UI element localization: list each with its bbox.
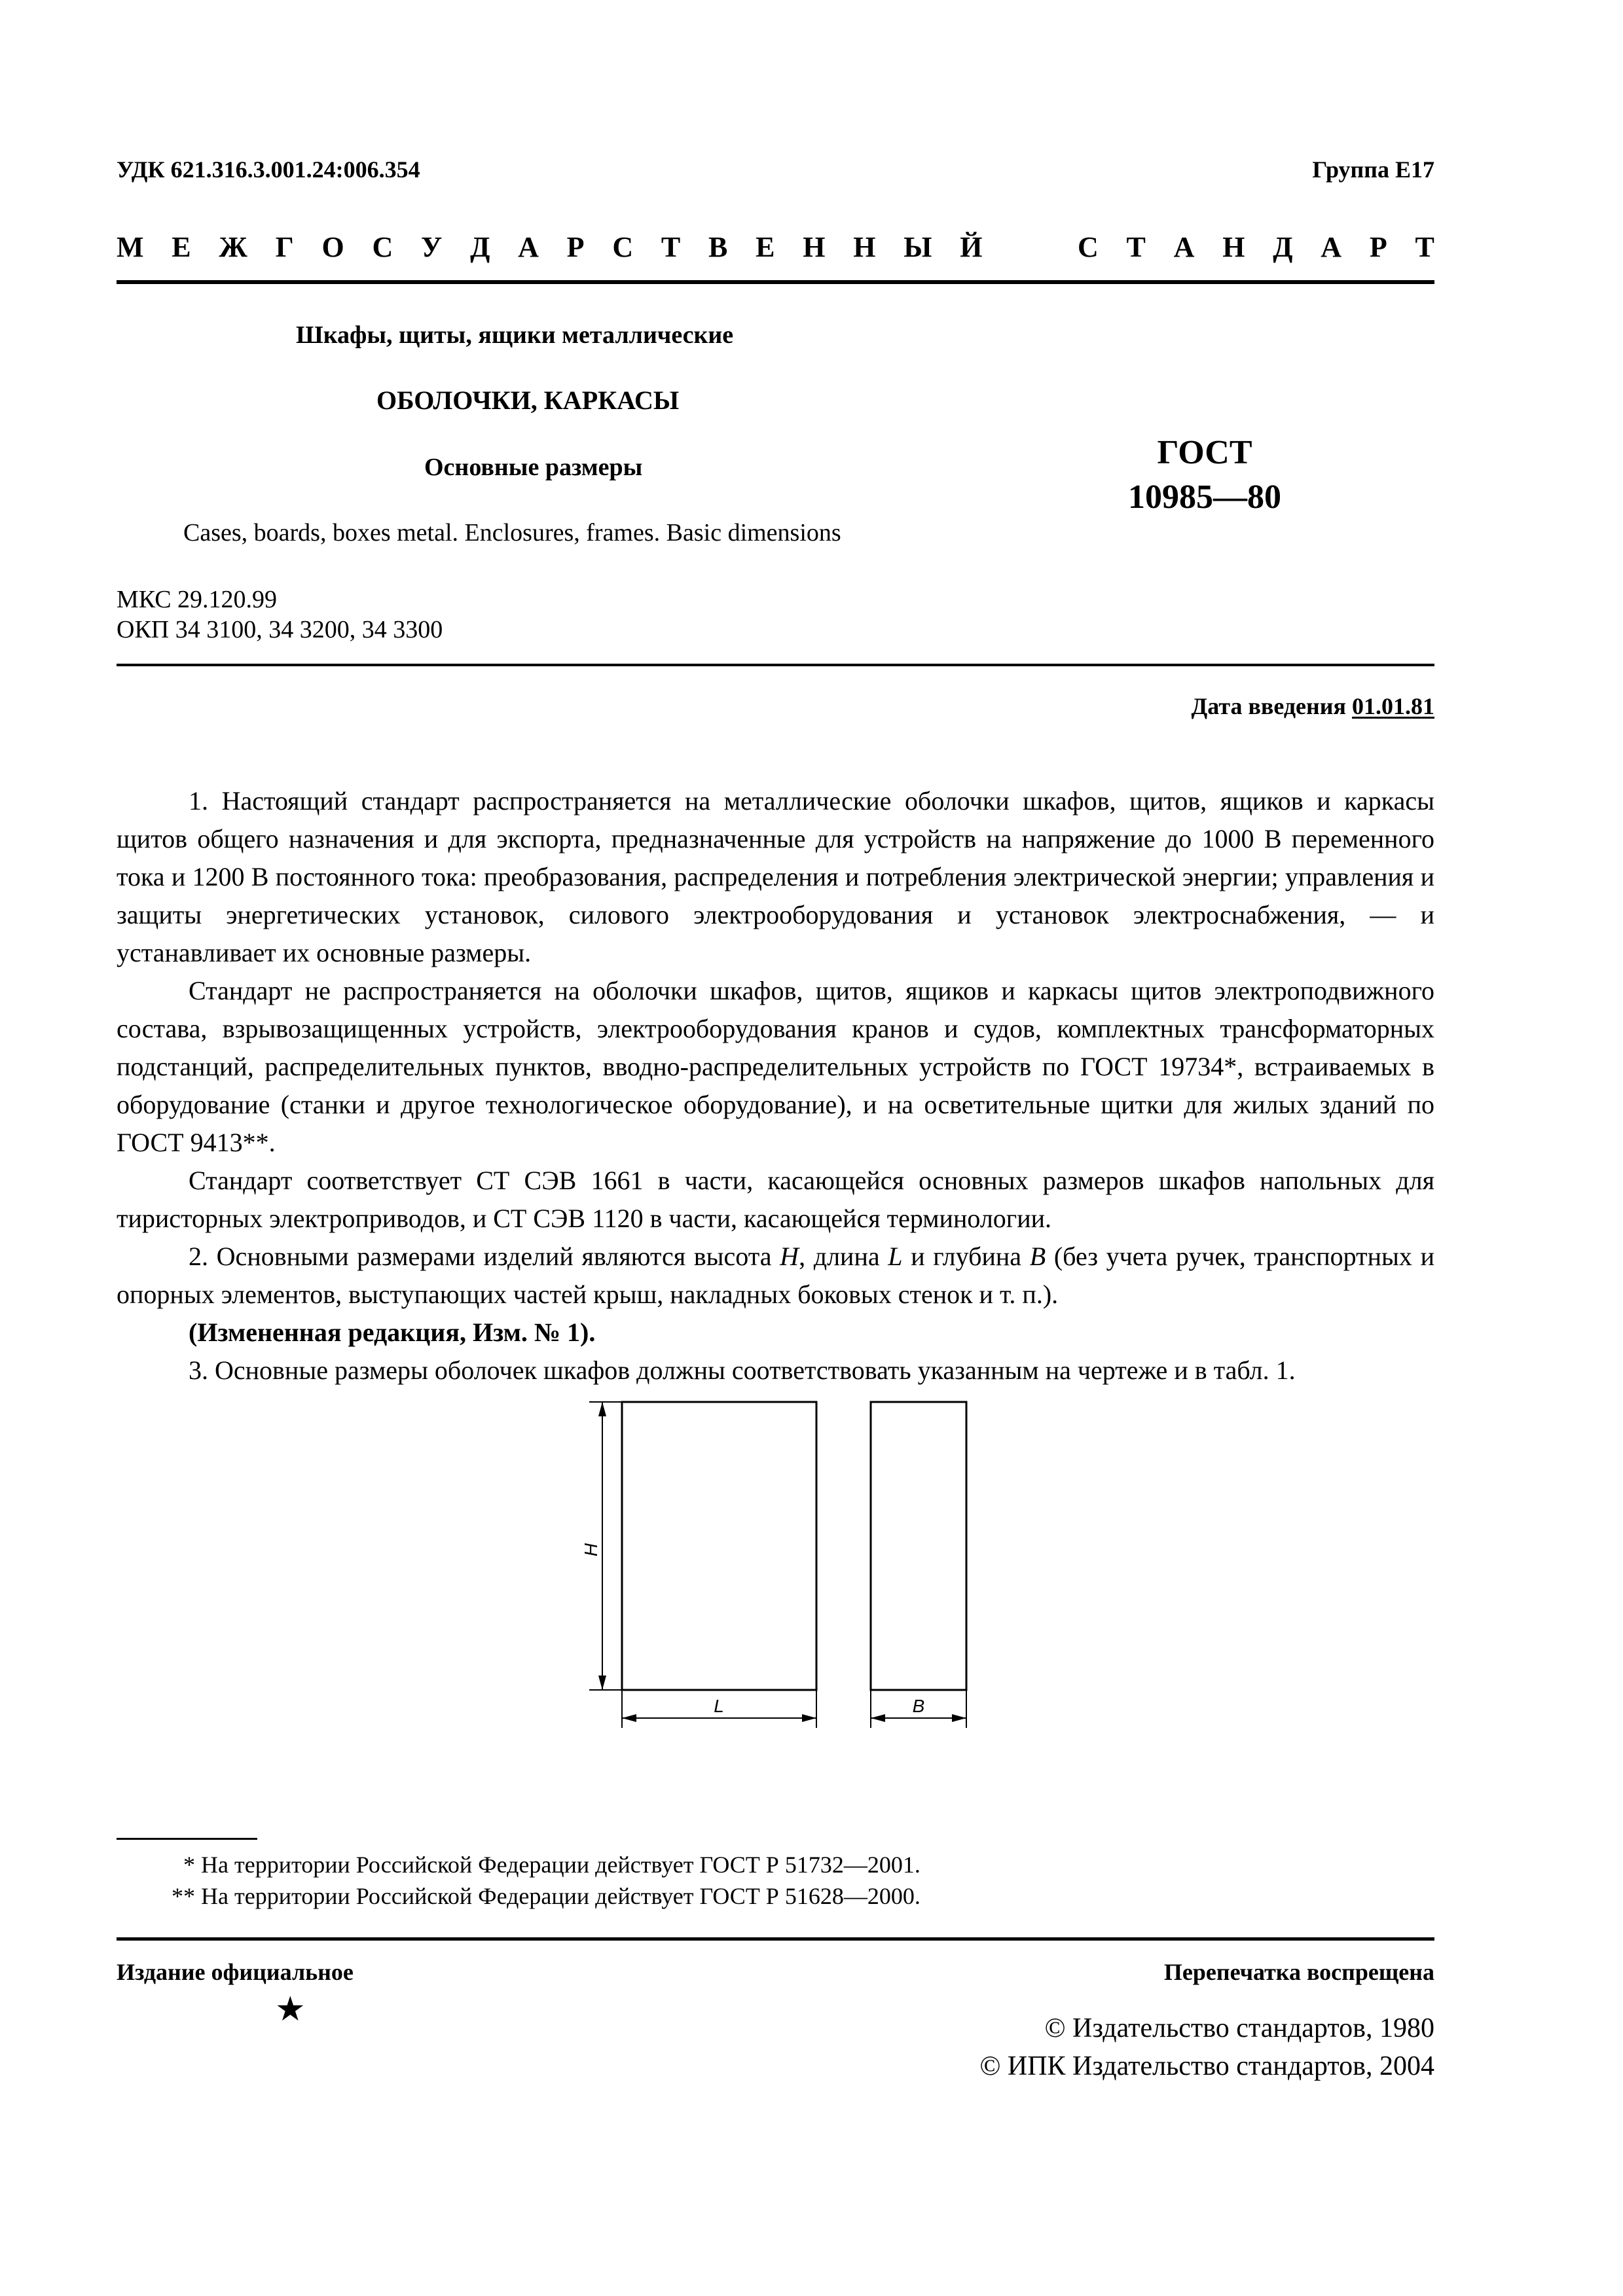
p4-text-b: , длина [799, 1242, 888, 1271]
b-arrow-right [952, 1714, 966, 1722]
heading-letter: Ы [903, 231, 932, 263]
heading-letter: А [1173, 231, 1195, 263]
heading-letter: Р [1369, 231, 1387, 263]
heading-letter: Н [803, 231, 826, 263]
p4-text-a: 2. Основными размерами изделий являются высота [189, 1242, 780, 1271]
heading-letter: Г [275, 231, 294, 263]
interstate-standard-heading [117, 230, 1434, 264]
okp-code: ОКП 34 3100, 34 3200, 34 3300 [117, 616, 443, 643]
introduction-date [1192, 692, 1435, 720]
heading-letter: Т [1415, 231, 1434, 263]
mks-code: МКС 29.120.99 [117, 586, 278, 613]
heading-letter: М [117, 231, 144, 263]
label-h: H [581, 1543, 601, 1557]
footer-divider [117, 1937, 1434, 1941]
gost-designation [1113, 431, 1296, 520]
heading-letter: О [321, 231, 344, 263]
h-arrow-top [598, 1402, 606, 1416]
title-line-3: Основные размеры [424, 454, 643, 481]
heading-letter: Е [172, 231, 191, 263]
footnote-2: ** На территории Российской Федерации действует ГОСТ Р 51628—2000. [172, 1883, 921, 1909]
heading-letter: С [1078, 231, 1099, 263]
b-arrow-left [871, 1714, 885, 1722]
heading-letter: У [421, 231, 443, 263]
udk-code: УДК 621.316.3.001.24:006.354 [117, 156, 420, 183]
star-icon: ★ [275, 1991, 306, 2028]
title-line-2: ОБОЛОЧКИ, КАРКАСЫ [376, 386, 680, 415]
heading-letter: Н [853, 231, 876, 263]
heading-letter: Т [661, 231, 681, 263]
l-arrow-right [802, 1714, 816, 1722]
gost-number: 10985—80 [1128, 478, 1281, 516]
heading-letter: Й [960, 231, 983, 263]
front-view-rect [622, 1402, 816, 1690]
heading-letter: Д [470, 231, 490, 263]
gost-label: ГОСТ [1157, 434, 1252, 471]
copyright-1980: © Издательство стандартов, 1980 [1044, 2013, 1434, 2043]
date-label: Дата введения [1191, 693, 1352, 719]
paragraph-2: Стандарт не распространяется на оболочки шкафов, щитов, ящиков и каркасы щитов электроподвижного состава, взрывозащищенных устройств, электрооборудования кранов и судов, комплектных трансформаторных подстанций, распределительных пунктов, вводно-распределительных устройств по ГОСТ 19734*, встраиваемых в оборудование (станки и другое технологическое оборудование), и на осветительные щитки для жилых зданий по ГОСТ 9413**. [117, 976, 1434, 1157]
heading-letter: Е [756, 231, 775, 263]
heading-letter: Т [1126, 231, 1146, 263]
p4-text-d: (без учета ручек, транспортных и опорных элементов, выступающих частей крыш, накладных боковых стенок и т. п.). [117, 1242, 1434, 1309]
l-arrow-left [622, 1714, 636, 1722]
footnote-divider [117, 1838, 257, 1840]
paragraph-1: 1. Настоящий стандарт распространяется на металлические оболочки шкафов, щитов, ящиков и каркасы щитов общего назначения и для экспорта, предназначенные для устройств на напряжение до 1000 В переменного тока и 1200 В постоянного тока: преобразования, распределения и потребления электрической энергии; управления и защиты энергетических установок, силового электрооборудования и установок электроснабжения, — и устанавливает их основные размеры. [117, 786, 1434, 967]
heading-letter: С [372, 231, 393, 263]
heading-letter: Н [1222, 231, 1245, 263]
classification-codes [117, 584, 443, 645]
footnote-1: * На территории Российской Федерации действует ГОСТ Р 51732—2001. [183, 1852, 921, 1878]
heading-letter: Д [1273, 231, 1293, 263]
document-body [117, 782, 1434, 1390]
title-line-1: Шкафы, щиты, ящики металлические [296, 321, 734, 349]
heading-letter: А [1321, 231, 1342, 263]
paragraph-6: 3. Основные размеры оболочек шкафов должны соответствовать указанным на чертеже и в табл. 1. [189, 1355, 1296, 1385]
label-b: B [912, 1696, 925, 1716]
heading-letter: С [612, 231, 634, 263]
paragraph-3: Стандарт соответствует СТ СЭВ 1661 в части, касающейся основных размеров шкафов напольных для тиристорных электроприводов, и СТ СЭВ 1120 в части, касающейся терминологии. [117, 1166, 1434, 1233]
label-l: L [714, 1696, 724, 1716]
copyright-block [979, 2009, 1434, 2085]
dimension-drawing [563, 1374, 982, 1741]
heading-divider [117, 280, 1434, 284]
date-value: 01.01.81 [1352, 693, 1434, 719]
group-code: Группа Е17 [1312, 156, 1434, 183]
p4-var-l: L [888, 1242, 903, 1271]
heading-letter: А [518, 231, 539, 263]
h-arrow-bottom [598, 1676, 606, 1690]
english-title: Cases, boards, boxes metal. Enclosures, frames. Basic dimensions [183, 519, 841, 547]
official-edition-label: Издание официальное [117, 1959, 354, 1985]
p4-var-h: H [780, 1242, 799, 1271]
side-view-rect [871, 1402, 966, 1690]
heading-letter: Ж [219, 231, 247, 263]
p4-text-c: и глубина [902, 1242, 1030, 1271]
paragraph-4 [117, 1238, 1434, 1314]
reprint-prohibited-label: Перепечатка воспрещена [1163, 1959, 1434, 1985]
codes-divider [117, 664, 1434, 666]
heading-letter: Р [566, 231, 585, 263]
heading-letter: В [708, 231, 728, 263]
copyright-2004: © ИПК Издательство стандартов, 2004 [979, 2051, 1434, 2081]
paragraph-amendment-note: (Измененная редакция, Изм. № 1). [189, 1318, 596, 1347]
p4-var-b: B [1029, 1242, 1046, 1271]
